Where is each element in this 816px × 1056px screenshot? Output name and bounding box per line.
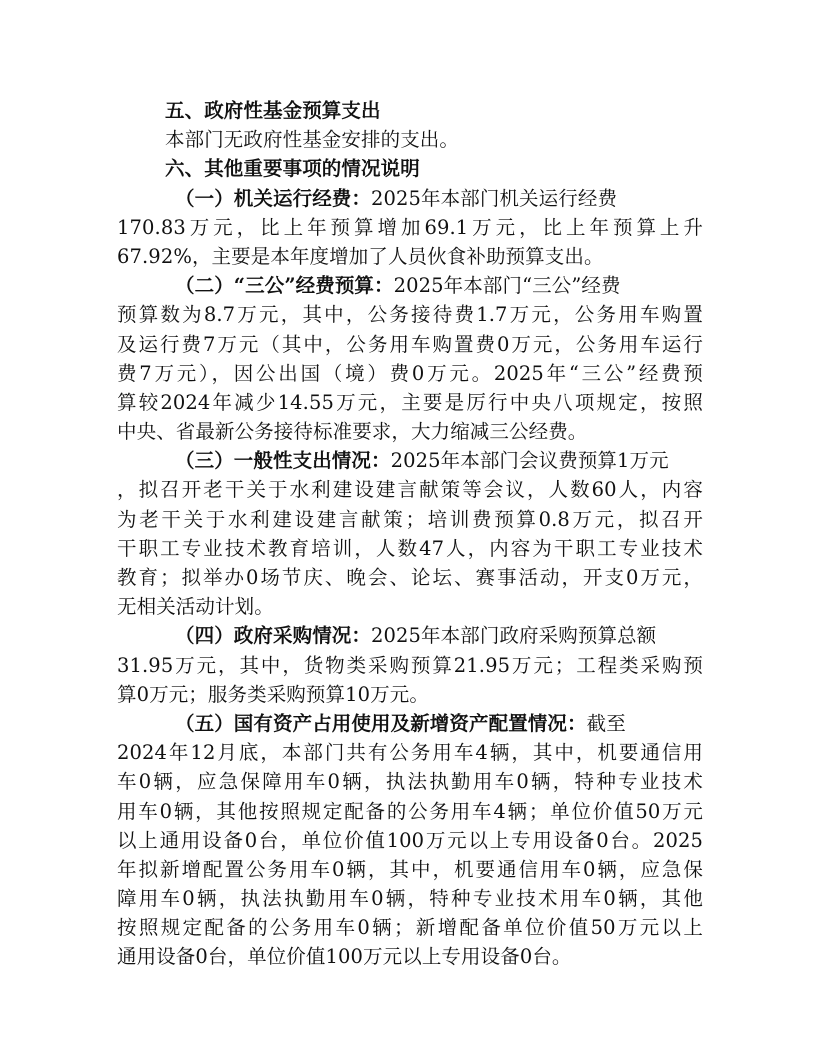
paragraph-line: 170.83万元，比上年预算增加69.1万元，比上年预算上升: [117, 215, 703, 239]
paragraph-line: 中央、省最新公务接待标准要求，大力缩减三公经费。: [117, 420, 588, 444]
paragraph-line: ，拟召开老干关于水利建设建言献策等会议，人数60人，内容: [117, 478, 703, 502]
paragraph-line: 干职工专业技术教育培训，人数47人，内容为干职工专业技术: [117, 536, 703, 560]
paragraph-text: 2025年本部门政府采购预算总额: [371, 624, 657, 648]
paragraph-state-assets: [117, 709, 703, 738]
paragraph-three-public-expenses: [117, 271, 703, 300]
paragraph-label: （一）机关运行经费：: [175, 186, 372, 210]
paragraph-text: 2025年本部门“三公”经费: [393, 274, 621, 298]
paragraph-text: 2025年本部门会议费预算1万元: [390, 449, 669, 473]
paragraph-line: 以上通用设备0台，单位价值100万元以上专用设备0台。2025: [117, 828, 703, 852]
paragraph-line: 31.95万元，其中，货物类采购预算21.95万元；工程类采购预: [117, 653, 703, 677]
paragraph-line: 2024年12月底，本部门共有公务用车4辆，其中，机要通信用: [117, 741, 703, 765]
paragraph-label: （三）一般性支出情况：: [175, 449, 391, 473]
paragraph-line: 及运行费7万元（其中，公务用车购置费0万元，公务用车运行: [117, 332, 703, 356]
paragraph-line: 预算数为8.7万元，其中，公务接待费1.7万元，公务用车购置: [117, 303, 703, 327]
paragraph-line: 用车0辆，其他按照规定配备的公务用车4辆；单位价值50万元: [117, 799, 703, 823]
paragraph-line: 无相关活动计划。: [117, 595, 274, 619]
paragraph-text: 截至: [586, 711, 626, 735]
paragraph-operating-expenses: [117, 184, 703, 213]
paragraph-line: 教育；拟举办0场节庆、晚会、论坛、赛事活动，开支0万元，: [117, 566, 703, 589]
paragraph-label: （二）“三公”经费预算：: [175, 274, 394, 298]
paragraph-label: （四）政府采购情况：: [175, 624, 372, 648]
paragraph-line: 为老干关于水利建设建言献策；培训费预算0.8万元，拟召开: [117, 507, 703, 531]
paragraph-line: 车0辆，应急保障用车0辆，执法执勤用车0辆，特种专业技术: [117, 770, 703, 794]
document-page: [117, 96, 703, 972]
section-5-body: 本部门无政府性基金安排的支出。: [165, 128, 460, 152]
paragraph-line: 通用设备0台，单位价值100万元以上专用设备0台。: [117, 945, 572, 969]
paragraph-line: 算0万元；服务类采购预算10万元。: [117, 682, 429, 706]
paragraph-line: 年拟新增配置公务用车0辆，其中，机要通信用车0辆，应急保: [117, 857, 703, 881]
paragraph-line: 67.92%，主要是本年度增加了人员伙食补助预算支出。: [117, 244, 604, 268]
paragraph-line: 费7万元），因公出国（境）费0万元。2025年“三公”经费预: [117, 361, 703, 385]
paragraph-label: （五）国有资产占用使用及新增资产配置情况：: [175, 711, 587, 735]
paragraph-government-procurement: [117, 621, 703, 650]
paragraph-text: 2025年本部门机关运行经费: [371, 186, 618, 210]
paragraph-line: 算较2024年减少14.55万元，主要是厉行中央八项规定，按照: [117, 390, 703, 414]
paragraph-general-expenses: [117, 446, 703, 475]
paragraph-line: 障用车0辆，执法执勤用车0辆，特种专业技术用车0辆，其他: [117, 887, 703, 911]
section-6-heading: 六、其他重要事项的情况说明: [165, 157, 420, 181]
section-5-heading: 五、政府性基金预算支出: [165, 99, 381, 122]
paragraph-line: 按照规定配备的公务用车0辆；新增配备单位价值50万元以上: [117, 916, 703, 940]
